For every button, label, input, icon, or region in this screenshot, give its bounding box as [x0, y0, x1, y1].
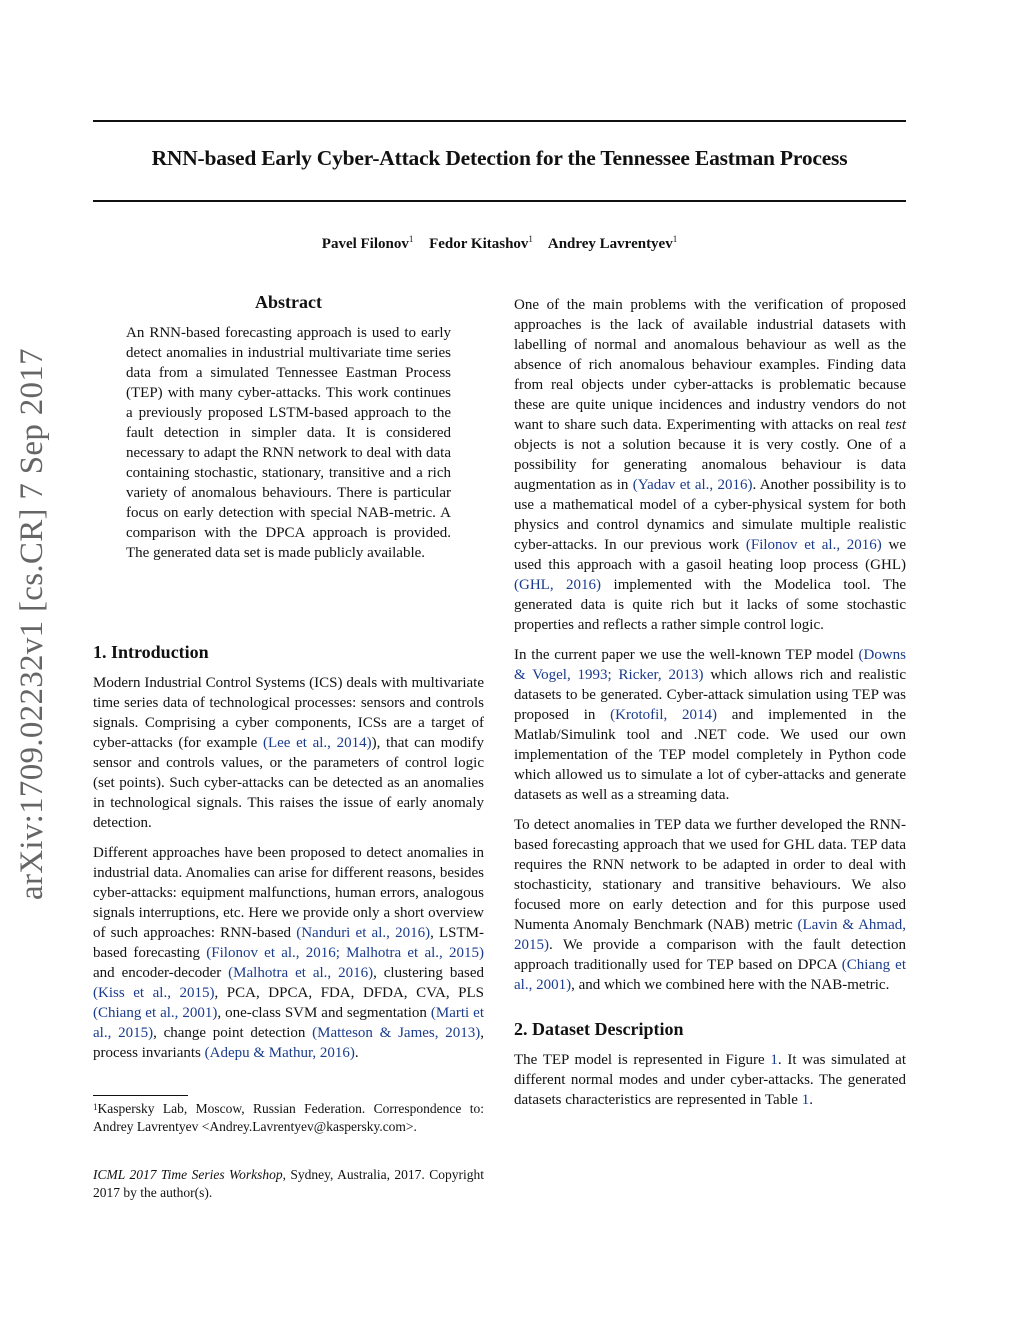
abstract-body: [126, 323, 451, 573]
citation-link[interactable]: (GHL, 2016): [514, 577, 602, 593]
citation-link[interactable]: (Nanduri et al., 2016): [296, 925, 431, 941]
author-name: Pavel Filonov: [321, 236, 409, 252]
paper-title: RNN-based Early Cyber-Attack Detection for the Tennessee Eastman Process: [151, 146, 848, 170]
introduction-section: [93, 642, 484, 1073]
right-paragraph-3: To detect anomalies in TEP data we further developed the RNN-based forecasting approach that we used for GHL data. TEP data requires the RNN network to be adapted in order to deal with stochasticity, stationary and transitive behaviours. We also focused more on early detection and for this purpose used Numenta Anomaly Benchmark (NAB) metric (Lavin & Ahmad, 2015). We provide a comparison with the fault detection approach traditionally used for TEP based on DPCA (Chiang et al., 2001), and which we combined here with the NAB-metric.: [514, 817, 906, 993]
right-paragraph-2: In the current paper we use the well-known TEP model (Downs & Vogel, 1993; Ricker, 2013) which allows rich and realistic datasets to be generated. Cyber-attack simulation using TEP was proposed in (Krotofil, 2014) and implemented in the Matlab/Simulink tool and .NET code. We used our own implementation of the TEP model completely in Python code which allowed us to simulate a lot of cyber-attacks and generate datasets as well as a streaming data.: [514, 647, 906, 803]
author-list: [93, 236, 906, 253]
arxiv-identifier: arXiv:1709.02232v1 [cs.CR] 7 Sep 2017: [14, 348, 50, 900]
footnote-text: Kaspersky Lab, Moscow, Russian Federation. Correspondence to: Andrey Lavrentyev <Andrey.Lavrentyev@kaspersky.com>.: [93, 1101, 484, 1134]
citation-link[interactable]: (Matteson & James, 2013): [312, 1025, 481, 1041]
citation-link[interactable]: (Chiang et al., 2001): [93, 1005, 218, 1021]
author-name: Fedor Kitashov: [429, 236, 529, 252]
citation-link[interactable]: (Filonov et al., 2016): [745, 537, 882, 553]
dataset-paragraph: The TEP model is represented in Figure 1. It was simulated at different normal modes and under cyber-attacks. The generated datasets characteristics are represented in Table 1.: [514, 1052, 907, 1108]
dataset-description-heading: 2. Dataset Description: [514, 1019, 684, 1039]
citation-link[interactable]: (Adepu & Mathur, 2016): [204, 1045, 355, 1061]
citation-link[interactable]: (Downs & Vogel, 1993; Ricker, 2013): [514, 647, 906, 683]
table-reference-link[interactable]: 1: [801, 1092, 810, 1108]
intro-paragraph-1: Modern Industrial Control Systems (ICS) deals with multivariate time series data of technological processes: sensors and controls signals. Comprising a cyber components, ICSs are a target of cyber-attacks (for example (Lee et al., 2014)), that can modify sensor and controls values, or the parameters of control logic (set points). Such cyber-attacks can be detected as an anomalies in technological signals. This raises the issue of early anomaly detection.: [93, 675, 485, 831]
citation-link[interactable]: (Marti et al., 2015): [93, 1005, 484, 1041]
citation-link[interactable]: (Filonov et al., 2016; Malhotra et al., 2015): [206, 945, 485, 961]
affiliation-mark: 1: [672, 234, 678, 244]
citation-link[interactable]: (Chiang et al., 2001): [514, 957, 906, 993]
affiliation-mark: 1: [408, 234, 414, 244]
affiliation-footnote: [93, 1100, 484, 1136]
citation-link[interactable]: (Yadav et al., 2016): [632, 477, 753, 493]
citation-link[interactable]: (Krotofil, 2014): [610, 707, 717, 723]
citation-link[interactable]: (Malhotra et al., 2016): [228, 965, 374, 981]
venue-note: ICML 2017 Time Series Workshop, Sydney, Australia, 2017. Copyright 2017 by the author(s).: [93, 1167, 484, 1200]
footnote-mark: 1: [93, 1102, 98, 1112]
citation-link[interactable]: (Lavin & Ahmad, 2015): [514, 917, 906, 953]
title-top-rule: [93, 120, 906, 122]
introduction-heading: 1. Introduction: [93, 642, 209, 662]
right-paragraph-1: One of the main problems with the verification of proposed approaches is the lack of available industrial datasets with labelling of normal and anomalous behaviour as well as the absence of rich anomalous behaviour examples. Finding data from real objects under cyber-attacks is problematic because these are quite unique incidences and industry vendors do not want to share such data. Experimenting with attacks on real test objects is not a solution because it is very costly. One of a possibility for generating anomalous behaviour is data augmentation as in (Yadav et al., 2016). Another possibility is to use a mathematical model of a cyber-physical system for both physics and control dynamics and simulate multiple realistic cyber-attacks. In our previous work (Filonov et al., 2016) we used this approach with a gasoil heating loop process (GHL) (GHL, 2016) implemented with the Modelica tool. The generated data is quite rich but it lacks of some stochastic properties and reflects a rather simple control logic.: [514, 297, 906, 633]
title-bottom-rule: [93, 200, 906, 202]
citation-link[interactable]: (Lee et al., 2014): [262, 735, 372, 751]
intro-paragraph-2: Different approaches have been proposed to detect anomalies in industrial data. Anomalies can arise for different reasons, besides cyber-attacks: equipment malfunctions, human errors, analogous signals interruptions, etc. Here we provide only a short overview of such approaches: RNN-based (Nanduri et al., 2016), LSTM-based forecasting (Filonov et al., 2016; Malhotra et al., 2015) and encoder-decoder (Malhotra et al., 2016), clustering based (Kiss et al., 2015), PCA, DPCA, FDA, DFDA, CVA, PLS (Chiang et al., 2001), one-class SVM and segmentation (Marti et al., 2015), change point detection (Matteson & James, 2013), process invariants (Adepu & Mathur, 2016).: [93, 845, 485, 1061]
citation-link[interactable]: (Kiss et al., 2015): [93, 985, 215, 1001]
abstract-heading: Abstract: [255, 292, 322, 312]
author-name: Andrey Lavrentyev: [547, 236, 673, 252]
affiliation-mark: 1: [528, 234, 533, 244]
abstract-text: An RNN-based forecasting approach is used to early detect anomalies in industrial multivariate time series data from a simulated Tennessee Eastman Process (TEP) with many cyber-attacks. This work continues a previously proposed LSTM-based approach to the fault detection in simpler data. It is considered necessary to adapt the RNN network to deal with data containing stochastic, stationary, transitive and a rich variety of anomalous behaviours. There is particular focus on early detection with special NAB-metric. A comparison with the DPCA approach is provided. The generated data set is made publicly available.: [126, 325, 451, 561]
workshop-name: ICML 2017 Time Series Workshop: [93, 1167, 283, 1182]
footnote-rule: [93, 1095, 188, 1096]
right-column: [514, 295, 906, 1120]
figure-reference-link[interactable]: 1: [770, 1052, 778, 1068]
